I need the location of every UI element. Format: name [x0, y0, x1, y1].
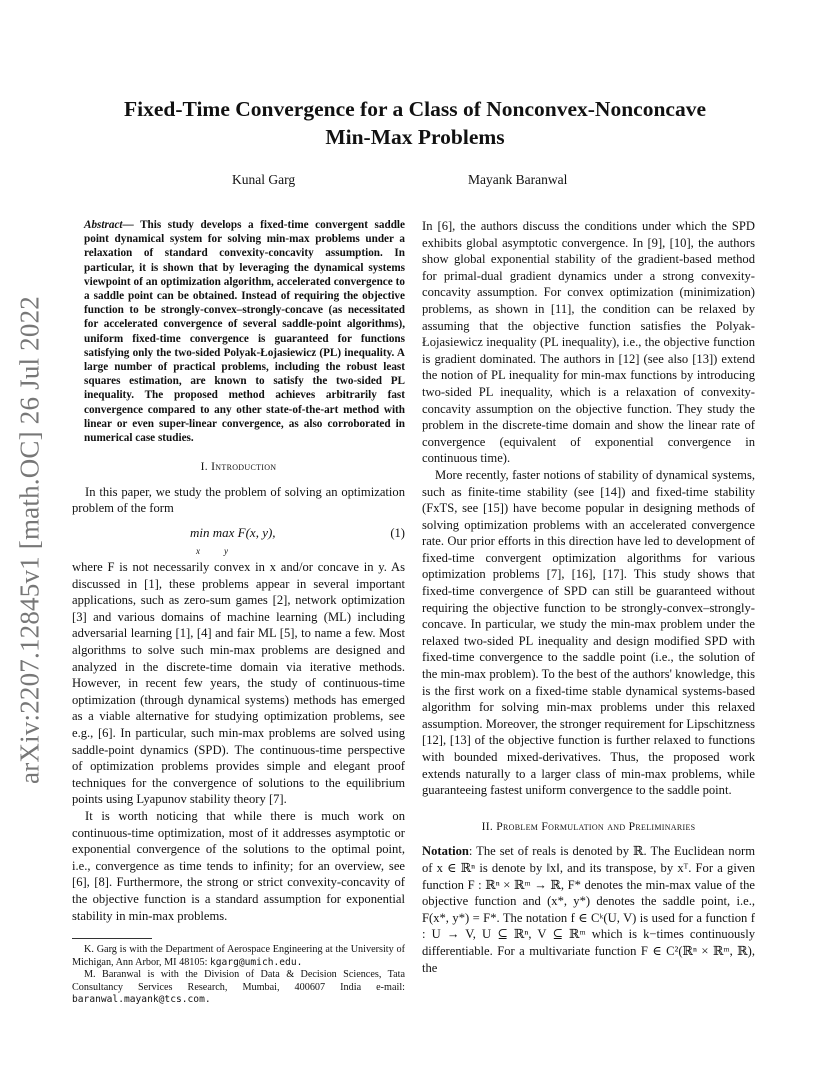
title-line-1: Fixed-Time Convergence for a Class of Nonconvex-Nonconcave: [123, 97, 706, 121]
equation-sub-x: x: [196, 546, 200, 557]
author-2: Mayank Baranwal: [468, 172, 568, 187]
notation-lead: Notation: [422, 844, 469, 859]
equation-1: [72, 521, 405, 557]
arxiv-stamp-text: arXiv:2207.12845v1 [math.OC] 26 Jul 2022: [14, 296, 45, 784]
left-column: [72, 218, 405, 1007]
abstract: [72, 218, 405, 445]
section-2-heading: II. Problem Formulation and Preliminaries: [481, 819, 696, 833]
footnote-1: [72, 944, 405, 969]
section-1-heading: I. Introduction: [200, 460, 277, 474]
title-line-2: Min-Max Problems: [325, 125, 505, 149]
right-paragraph-2: More recently, faster notions of stability of dynamical systems, such as finite-time stability (see [14]) and fixed-time stability (FxTS, see [15]) have become popular in designing methods of solving optimization problems with an accelerated convergence rate. Our prior efforts in this direction have led to development of fixed-time convergent optimization algorithms for various optimization problems [7], [16], [17]. This study shows that fixed-time convergence of SPD can still be guaranteed without requiring the objective function to be strongly-convex–strongly-concave. In particular, we study the min-max problem under the relaxed two-sided PL inequality and design modified SPD with fixed-time convergence to the saddle point (i.e., the solution of the min-max problem). To the best of the authors' knowledge, this is the first work on a fixed-time stable dynamical systems-based algorithm for solving min-max problems under this relaxed assumption. Moreover, the stronger requirement for Lipschitzness [12], [13] of the objective function is further relaxed to functions with bounded mixed-derivatives. Thus, the proposed work extends naturally to a larger class of min-max problems, while guaranteeing fastest uniform convergence to the saddle point.: [422, 467, 755, 798]
paper-title: [90, 95, 740, 151]
abstract-lead: Abstract: [84, 219, 123, 231]
intro-paragraph-3: It is worth noticing that while there is much work on continuous-time optimization, most of it addresses asymptotic or exponential convergence of the solutions to the optimal point, i.e., convergence as time tends to infinity; for an overview, see [6], [8]. Furthermore, the strong or strict convexity-concavity of the objective function is a standard assumption for exponential stability in min-max problems.: [72, 808, 405, 923]
right-paragraph-1: In [6], the authors discuss the conditions under which the SPD exhibits global asymptotic convergence. In [9], [10], the authors show global exponential stability of the gradient-based method for primal-dual gradient dynamics under a strong convexity-concavity assumption. For convex optimization (minimization) problems, as shown in [11], the condition can be relaxed by assuming that the objective function satisfies the Polyak-Łojasiewicz inequality (PL inequality), i.e., the objective function is gradient dominated. The authors in [12] (see also [13]) extend the notion of PL inequality for min-max functions by introducing two-sided PL inequality, which is a relaxation of convexity-concavity assumption on the objective function. They study the problem in the discrete-time domain and show the linear rate of convergence (equivalent of exponential convergence in continuous time).: [422, 219, 755, 466]
author-1: Kunal Garg: [232, 172, 296, 187]
right-column: [422, 218, 755, 976]
footnote-1-email: kgarg@umich.edu.: [209, 956, 303, 968]
footnote-2-email: baranwal.mayank@tcs.com.: [72, 994, 211, 1006]
arxiv-stamp: [10, 260, 50, 820]
footnote-2: [72, 969, 405, 1007]
footnote-1-text: K. Garg is with the Department of Aerospace Engineering at the University of Michigan, Ann Arbor, MI 48105:: [72, 944, 405, 968]
notation-text: : The set of reals is denoted by ℝ. The Euclidean norm of x ∈ ℝⁿ is denote by ‖x‖, and its transpose, by xᵀ. For a given function F : ℝⁿ × ℝᵐ → ℝ, F* denotes the min-max value of the objective function and (x*, y*) denotes the saddle point, i.e., F(x*, y*) = F*. The notation f ∈ Cᵏ(U, V) is used for a function f : U → V, U ⊆ ℝⁿ, V ⊆ ℝᵐ which is k−times continuously differentiable. For a multivariate function F ∈ C²(ℝⁿ × ℝᵐ, ℝ), the: [422, 844, 755, 975]
intro-paragraph-1: In this paper, we study the problem of solving an optimization problem of the form: [72, 484, 405, 516]
notation-paragraph: [422, 843, 755, 976]
abstract-text: — This study develops a fixed-time convergent saddle point dynamical system for solving min-max problems under a relaxation of standard convexity-concavity assumption. In particular, it is shown that by leveraging the dynamical systems viewpoint of an optimization algorithm, accelerated convergence to a saddle point can be obtained. Instead of requiring the objective function to be strongly-convex–strongly-concave (as necessitated for accelerated convergence of several saddle-point algorithms), uniform fixed-time convergence is guaranteed for functions satisfying only the two-sided Polyak-Łojasiewicz (PL) inequality. A large number of practical problems, including the robust least squares estimation, are known to satisfy the two-sided PL inequality. The proposed method achieves arbitrarily fast convergence compared to any other state-of-the-art method with linear or even super-linear convergence, as also corroborated in numerical case studies.: [84, 219, 405, 445]
equation-sub-y: y: [224, 546, 228, 557]
intro-paragraph-2: where F is not necessarily convex in x and/or concave in y. As discussed in [1], these problems appear in several important applications, such as zero-sum games [2], network optimization [3] and various domains of machine learning (ML) including adversarial learning [1], [4] and fair ML [5], to name a few. Most algorithms to solve such min-max problems are designed and analyzed in the discrete-time domain via iterative methods. However, in recent few years, the study of continuous-time optimization (through dynamical systems) methods has emerged as a viable alternative for studying optimization problems, see e.g., [6]. In particular, such min-max problems are solved using saddle-point dynamics (SPD). The continuous-time perspective of optimization problems provides simple and elegant proof techniques for the convergence of solutions to the equilibrium points using Lyapunov stability theory [7].: [72, 560, 405, 807]
footnote-2-text: M. Baranwal is with the Division of Data & Decision Sciences, Tata Consultancy Services Research, Mumbai, 400607 India e-mail:: [72, 969, 405, 993]
equation-number: (1): [390, 526, 405, 541]
footnote-rule: [72, 938, 152, 939]
equation-expression: min max F(x, y),: [190, 525, 276, 541]
